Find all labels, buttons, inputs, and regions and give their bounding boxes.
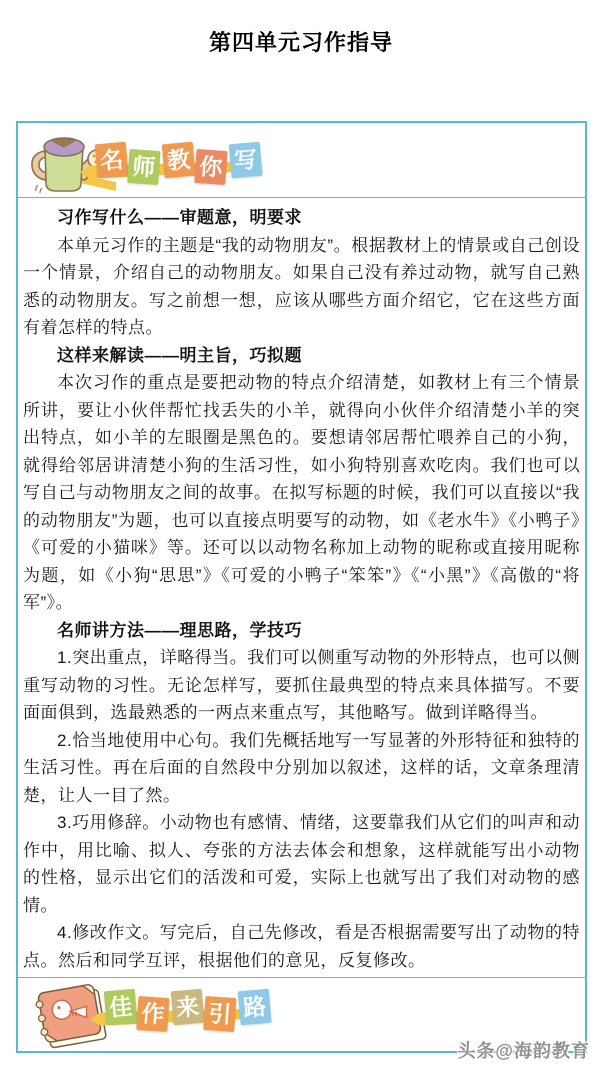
watermark: 头条@海韵教育 <box>457 1041 590 1061</box>
paragraph: 本次习作的重点是要把动物的特点介绍清楚，如教材上有三个情景所讲，要让小伙伴帮忙找丢失的小羊，就得向小伙伴介绍清楚小羊的突出特点，如小羊的左眼圈是黑色的。要想请邻居帮忙喂养自己的小狗，就得给邻居讲清楚小狗的生活习性，如小狗特别喜欢吃肉。我们也可以写自己与动物朋友之间的故事。在拟写标题的时候，我们可以直接以“我的动物朋友”为题，也可以直接点明要写的动物，如《老水牛》《小鸭子》《可爱的小猫咪》等。还可以以动物名称加上动物的昵称或直接用昵称为题，如《小狗“思思”》《可爱的小鸭子“笨笨”》《“小黑”》《高傲的“将军”》。 <box>23 373 580 612</box>
top-banner <box>18 123 585 198</box>
banner-tile: 写 <box>229 142 263 179</box>
content-frame <box>16 121 587 1053</box>
paragraph: 本单元习作的主题是“我的动物朋友”。根据教材上的情景或自己创设一个情景，介绍自己的动物朋友。如果自己没有养过动物，就写自己熟悉的动物朋友。写之前想一想，应该从哪些方面介绍它，它在这些方面有着怎样的特点。 <box>23 235 580 337</box>
banner-tile: 作 <box>137 996 170 1032</box>
banner-tile: 来 <box>171 989 205 1026</box>
page-title: 第四单元习作指导 <box>208 30 393 55</box>
section-heading: 名师讲方法——理思路，学技巧 <box>57 620 302 640</box>
top-banner-title <box>97 141 260 181</box>
banner-tile: 名 <box>95 142 129 179</box>
section-heading: 习作写什么——审题意，明要求 <box>57 208 302 227</box>
paragraph: 3.巧用修辞。小动物也有感情、情绪，这要靠我们从它们的叫声和动作中，用比喻、拟人、夸张的方法去体会和想象，这样就能写出小动物的性格，显示出它们的活泼和可爱，实际上也就写出了我们对动物的感情。 <box>23 813 580 915</box>
banner-tile: 路 <box>238 989 272 1026</box>
banner-tile: 师 <box>128 149 161 185</box>
lesson-body <box>18 198 585 977</box>
paragraph: 2.恰当地使用中心句。我们先概括地写一写显著的外形特征和独特的生活习性。再在后面的自然段中分别加以叙述，这样的话，文章条理清楚，让人一目了然。 <box>23 730 580 805</box>
section-heading: 这样来解读——明主旨，巧拟题 <box>57 345 302 365</box>
banner-tile: 引 <box>204 996 237 1032</box>
paragraph: 1.突出重点，详略得当。我们可以侧重写动物的外形特点，也可以侧重写动物的习性。无论怎样写，要抓住最典型的特点来具体描写。不要面面俱到，选最熟悉的一两点来重点写，其他略写。做到详略得当。 <box>23 648 580 722</box>
banner-tile: 佳 <box>104 989 138 1026</box>
paragraph: 4.修改作文。写完后，自己先修改，看是否根据需要写出了动物的特点。然后和同学互评，根据他们的意见，反复修改。 <box>23 923 580 970</box>
banner-tile: 你 <box>195 149 228 185</box>
banner-tile: 教 <box>162 142 196 179</box>
bottom-banner-title <box>106 988 269 1028</box>
